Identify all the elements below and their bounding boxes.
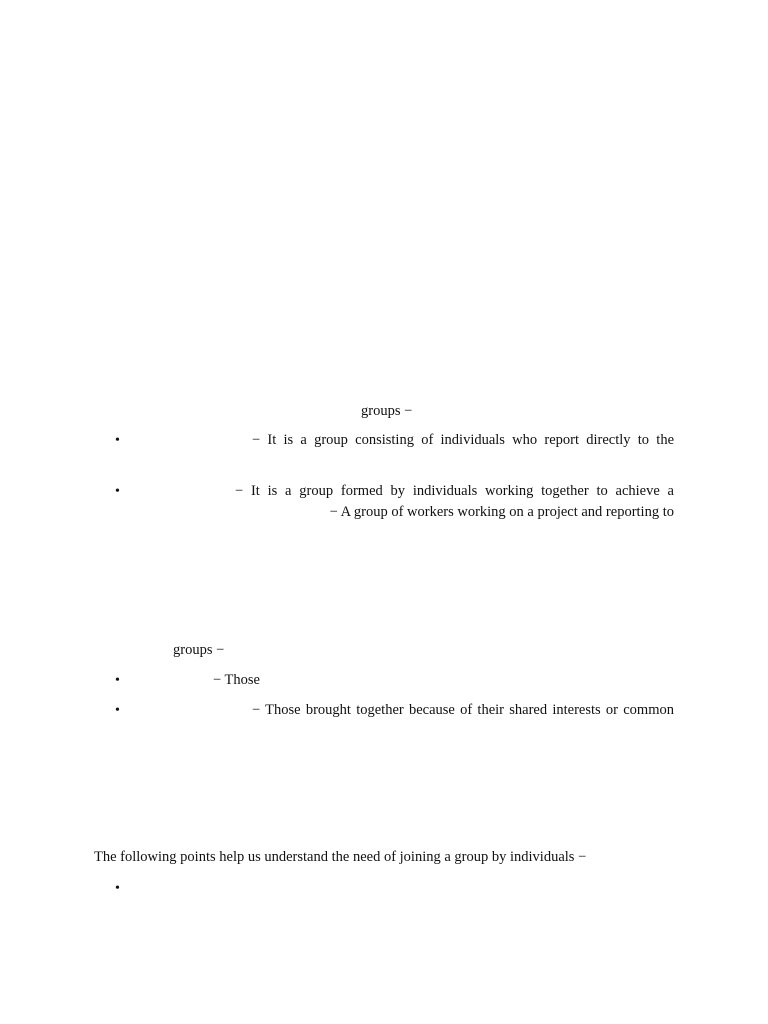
section-two-item-1-text: − Those: [213, 672, 260, 688]
section-one-item-2-continuation: − A group of workers working on a project and reporting to: [329, 504, 674, 520]
section-one-item-2-text: − It is a group formed by individuals working together to achieve a: [235, 483, 674, 499]
bullet-marker: •: [115, 433, 120, 448]
section-one-item-1-text: − It is a group consisting of individuals who report directly to the: [252, 432, 674, 448]
section-two-heading-fragment: groups −: [173, 642, 225, 658]
bullet-marker: •: [115, 703, 120, 718]
bullet-marker: •: [115, 673, 120, 688]
bullet-marker: •: [115, 881, 120, 896]
bullet-marker: •: [115, 484, 120, 499]
section-three-intro: The following points help us understand the need of joining a group by individuals −: [94, 849, 587, 865]
section-one-heading-fragment: groups −: [361, 403, 413, 419]
section-two-item-2-text: − Those brought together because of their shared interests or common: [252, 702, 674, 718]
